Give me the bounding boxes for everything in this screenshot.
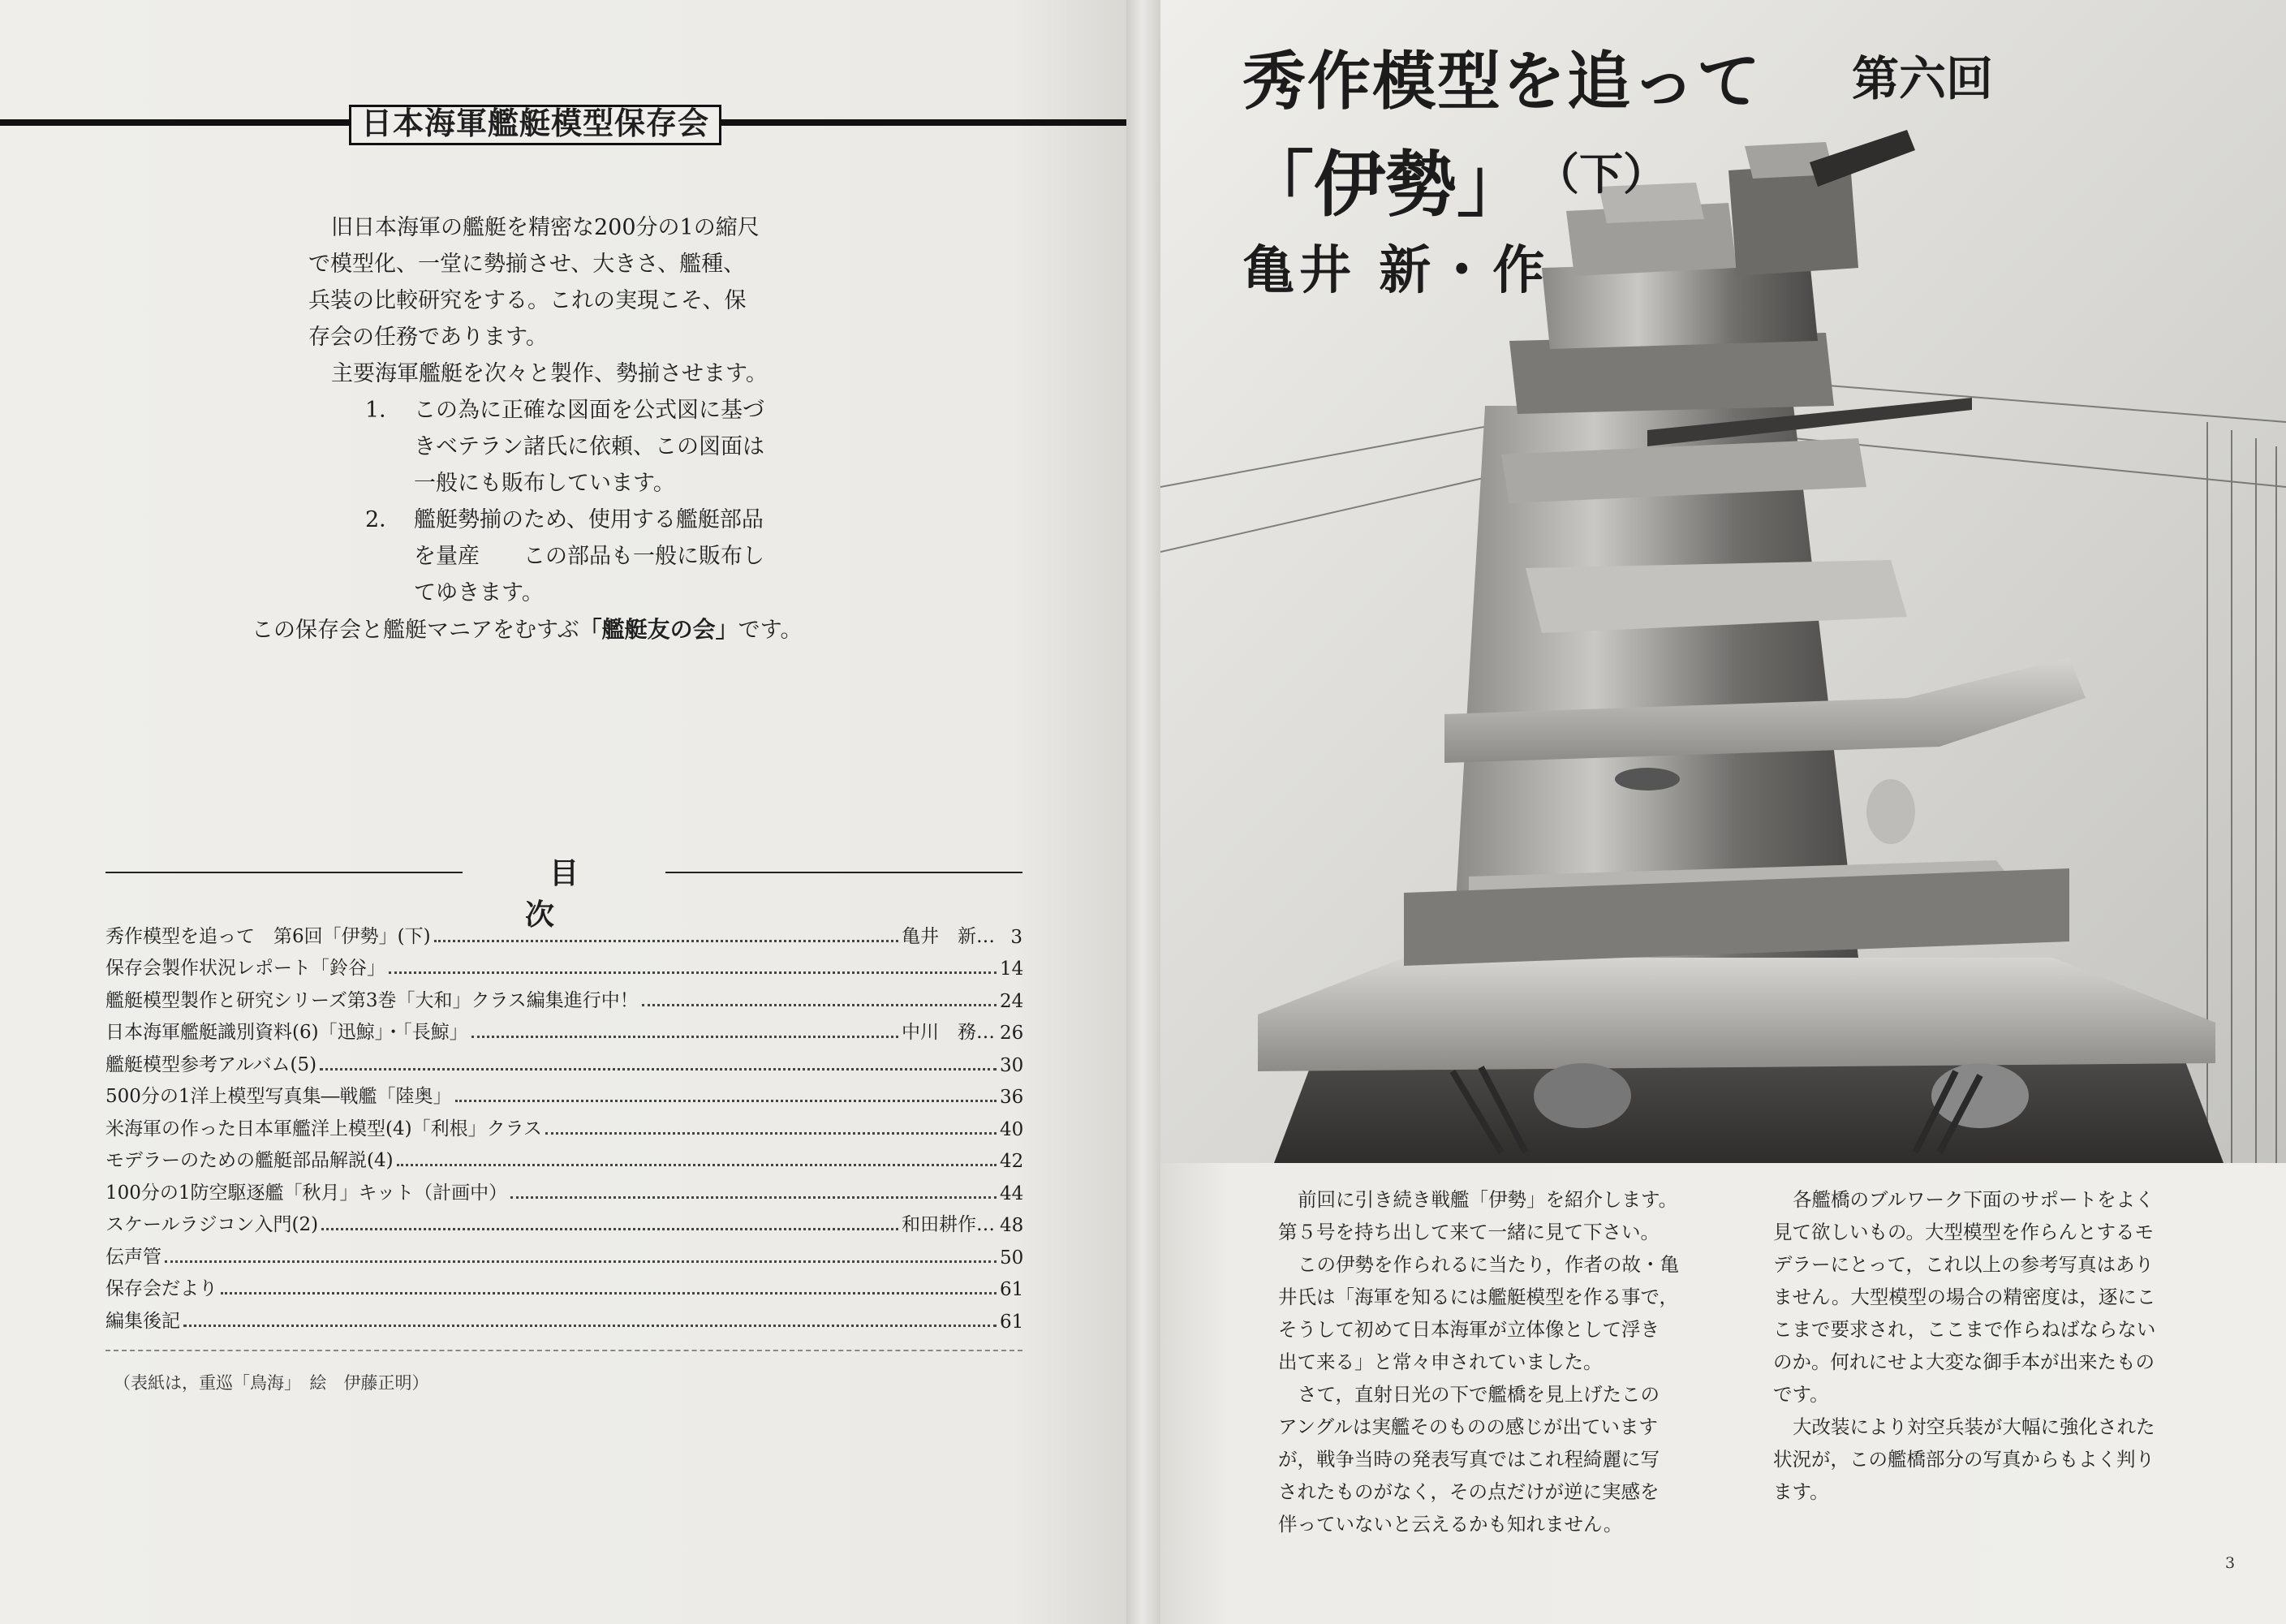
toc-entry-author: 中川 務…	[902, 1022, 995, 1043]
article-subject: 「伊勢」	[1242, 143, 1529, 226]
toc-leader-dots	[320, 1068, 997, 1070]
item-line: この為に正確な図面を公式図に基づ	[414, 398, 764, 423]
item-number: 1．	[365, 398, 402, 423]
article-line: そうして初めて日本海軍が立体像として浮き	[1278, 1318, 1660, 1341]
article-line: デラーにとって，これ以上の参考写真はあり	[1773, 1253, 2155, 1276]
toc-entry-page: 3	[1010, 926, 1022, 948]
right-page	[1160, 0, 2286, 1624]
toc-entry	[105, 1108, 1022, 1140]
left-page	[0, 0, 1126, 1624]
toc-entry-page: 48	[1000, 1215, 1024, 1236]
article-title: 秀作模型を追って	[1242, 45, 1763, 118]
article-subject-part: （下）	[1535, 149, 1667, 200]
article-line: ます。	[1773, 1480, 1829, 1503]
toc-rule-left	[105, 872, 463, 873]
toc-leader-dots	[434, 940, 898, 942]
toc-entry-page: 36	[1000, 1087, 1024, 1108]
toc-entry-author: 和田耕作…	[902, 1214, 995, 1235]
article-line: 各艦橋のブルワーク下面のサポートをよく	[1793, 1188, 2155, 1211]
article-episode: 第六回	[1852, 51, 1994, 106]
toc-leader-dots	[183, 1325, 997, 1327]
item-line: を量産 この部品も一般に販布し	[414, 544, 764, 569]
toc-entry-title: スケールラジコン入門(2)	[105, 1214, 319, 1235]
cover-note: （表紙は，重巡「鳥海」 絵 伊藤正明）	[114, 1373, 429, 1393]
item-line: てゆきます。	[414, 580, 544, 605]
article-line: 前回に引き続き戦艦「伊勢」を紹介します。	[1298, 1188, 1678, 1211]
toc-entry-page: 30	[1000, 1054, 1024, 1076]
book-spine	[1126, 0, 1160, 1624]
toc-entry-title: 日本海軍艦艇識別資料(6)「迅鯨」・「長鯨」	[105, 1022, 468, 1043]
toc-entry	[105, 915, 1022, 948]
toc-entry-title: 100分の1防空駆逐艦「秋月」キット（計画中）	[105, 1182, 508, 1204]
toc-leader-dots	[221, 1292, 997, 1294]
article-line: この伊勢を作られるに当たり，作者の故・亀	[1298, 1253, 1679, 1276]
toc-entry	[105, 1044, 1022, 1076]
article-line: 第５号を持ち出して来て一緒に見て下さい。	[1278, 1221, 1660, 1243]
society-banner	[0, 105, 1126, 140]
article-column-2	[1773, 1183, 2211, 1508]
item-number: 2．	[365, 507, 402, 532]
article-line: こまで要求され，ここまで作らねばならない	[1773, 1318, 2156, 1341]
toc-entry	[105, 1236, 1022, 1269]
toc-entry-page: 50	[1000, 1247, 1024, 1269]
article-line: です。	[1773, 1383, 1829, 1406]
toc-leader-dots	[397, 1164, 997, 1166]
toc-leader-dots	[471, 1036, 898, 1038]
toc-entry-page: 61	[1000, 1279, 1024, 1300]
toc-entry	[105, 948, 1022, 980]
mission-item	[308, 392, 860, 502]
toc-entry-title: 艦艇模型参考アルバム(5)	[105, 1053, 317, 1075]
toc-entry	[105, 1269, 1022, 1301]
table-of-contents	[105, 915, 1022, 1333]
mission-line: 兵装の比較研究をする。これの実現こそ、保	[308, 288, 747, 313]
toc-entry	[105, 1012, 1022, 1045]
mission-closing: この保存会と艦艇マニアをむすぶ「艦艇友の会」です。	[252, 616, 803, 643]
item-line: 一般にも販布しています。	[414, 471, 675, 496]
toc-heading-label: 目次	[524, 857, 627, 932]
article-author: 亀井 新・作	[1242, 241, 1550, 301]
toc-entry-title: モデラーのための艦艇部品解説(4)	[105, 1150, 394, 1171]
mission-intro: 主要海軍艦艇を次々と製作、勢揃させます。	[331, 361, 768, 386]
article-line: アングルは実艦そのものの感じが出ています	[1278, 1415, 1658, 1438]
toc-leader-dots	[321, 1228, 898, 1230]
toc-entry-title: 500分の1洋上模型写真集―戦艦「陸奥」	[105, 1086, 452, 1107]
mission-line: 旧日本海軍の艦艇を精密な200分の1の縮尺	[331, 215, 760, 240]
toc-entry-title: 秀作模型を追って 第6回「伊勢」(下)	[105, 925, 431, 947]
article-line: 井氏は「海軍を知るには艦艇模型を作る事で，	[1278, 1286, 1679, 1308]
toc-leader-dots	[389, 971, 997, 974]
toc-entry-page: 14	[1000, 958, 1024, 980]
toc-entry-title: 伝声管	[105, 1246, 161, 1268]
toc-heading	[105, 851, 1022, 932]
toc-leader-dots	[510, 1196, 997, 1199]
toc-entry-title: 編集後記	[105, 1310, 180, 1332]
toc-leader-dots	[642, 1004, 997, 1006]
article-line: 見て欲しいもの。大型模型を作らんとするモ	[1773, 1221, 2155, 1243]
mission-statement	[252, 209, 860, 648]
toc-entry	[105, 1076, 1022, 1109]
toc-entry-page: 61	[1000, 1311, 1024, 1333]
toc-leader-dots	[165, 1260, 997, 1263]
article-line: 伴っていないと云えるかも知れません。	[1278, 1513, 1623, 1536]
society-title: 日本海軍艦艇模型保存会	[349, 105, 721, 145]
mission-line: で模型化、一堂に勢揃させ、大きさ、艦種、	[308, 252, 746, 277]
mission-line: 存会の任務であります。	[308, 325, 548, 350]
article-column-1	[1278, 1183, 1733, 1540]
toc-leader-dots	[545, 1132, 997, 1135]
toc-entry	[105, 1300, 1022, 1333]
toc-entry-page: 40	[1000, 1118, 1024, 1140]
article-line: 大改装により対空兵装が大幅に強化された	[1793, 1415, 2155, 1438]
toc-entry	[105, 1204, 1022, 1237]
article-line: 状況が，この艦橋部分の写真からもよく判り	[1773, 1448, 2155, 1471]
article-line: ません。大型模型の場合の精密度は，逐にこ	[1773, 1286, 2156, 1308]
toc-leader-dots	[455, 1100, 997, 1102]
article-line: のか。何れにせよ大変な御手本が出来たもの	[1773, 1350, 2155, 1373]
toc-entry-page: 42	[1000, 1151, 1024, 1172]
toc-rule-right	[665, 872, 1022, 873]
club-name: 「艦艇友の会」	[579, 616, 738, 643]
toc-entry-page: 24	[1000, 990, 1024, 1012]
item-line: きベテラン諸氏に依頼、この図面は	[414, 434, 764, 459]
toc-entry-title: 保存会製作状況レポート「鈴谷」	[105, 958, 385, 979]
toc-entry-title: 艦艇模型製作と研究シリーズ第3巻「大和」クラス編集進行中！	[105, 989, 639, 1011]
toc-entry-page: 44	[1000, 1182, 1024, 1204]
toc-end-rule	[105, 1350, 1022, 1351]
toc-entry-title: 保存会だより	[105, 1278, 217, 1299]
article-line: されたものがなく，その点だけが逆に実感を	[1278, 1480, 1660, 1503]
toc-entry-author: 亀井 新…	[902, 925, 995, 947]
toc-entry	[105, 1172, 1022, 1204]
article-line: 出て来る」と常々申されていました。	[1278, 1350, 1603, 1373]
toc-entry	[105, 1140, 1022, 1173]
article-line: さて，直射日光の下で艦橋を見上げたこの	[1298, 1383, 1660, 1406]
toc-entry-page: 26	[1000, 1023, 1024, 1044]
toc-entry	[105, 980, 1022, 1012]
item-line: 艦艇勢揃のため、使用する艦艇部品	[414, 507, 764, 532]
toc-entry-title: 米海軍の作った日本軍艦洋上模型(4)「利根」クラス	[105, 1118, 542, 1139]
article-line: が，戦争当時の発表写真ではこれ程綺麗に写	[1278, 1448, 1660, 1471]
mission-item	[308, 502, 860, 611]
page-number: 3	[2225, 1554, 2236, 1572]
